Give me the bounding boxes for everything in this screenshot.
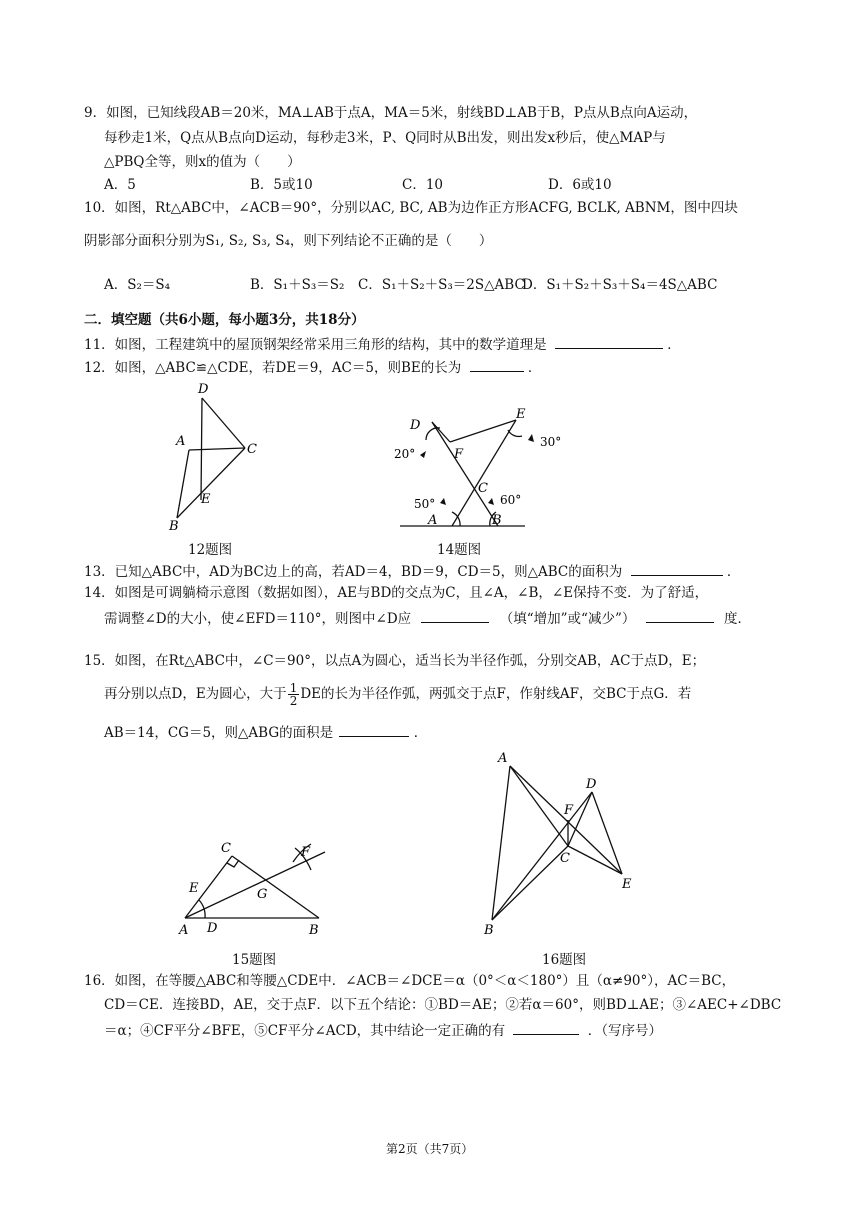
q14-text-a: 需调整∠D的大小，使∠EFD＝110°，则图中∠D应 bbox=[104, 611, 412, 627]
fig14-label-c: C bbox=[478, 481, 488, 496]
fig14-label-f: F bbox=[454, 447, 464, 462]
q15-line3 bbox=[104, 722, 427, 742]
fig15-label-g: G bbox=[257, 887, 268, 902]
q10-line2: 阴影部分面积分别为S₁, S₂, S₃, S₄，则下列结论不正确的是（ ） bbox=[84, 233, 493, 249]
q15-frac-den: 2 bbox=[289, 694, 298, 708]
q11-end: ． bbox=[667, 337, 681, 353]
q10-option-c: C．S₁＋S₂＋S₃＝2S△ABC bbox=[358, 277, 525, 293]
figure-15 bbox=[175, 836, 335, 942]
q13-line bbox=[84, 561, 740, 581]
fig16-label-b: B bbox=[484, 923, 494, 938]
q10-option-b: B．S₁＋S₃＝S₂ bbox=[250, 277, 345, 293]
q14-text-c: 度． bbox=[723, 611, 751, 627]
fig14-label-a: A bbox=[428, 513, 438, 528]
page-footer: 第2页（共7页） bbox=[386, 1142, 474, 1156]
q10-line1: 10．如图，Rt△ABC中，∠ACB＝90°，分别以AC, BC, AB为边作正方形ACFG, BCLK, ABNM，图中四块 bbox=[84, 200, 738, 216]
fig14-label-d: D bbox=[410, 418, 421, 433]
fig12-label-b: B bbox=[169, 519, 179, 534]
q16-text-a: ＝α；④CF平分∠BFE，⑤CF平分∠ACD，其中结论一定正确的有 bbox=[104, 1023, 506, 1039]
fig14-angle-60: 60° bbox=[500, 493, 522, 507]
fig12-label-d: D bbox=[198, 382, 209, 397]
fig12-label-e: E bbox=[201, 492, 211, 507]
section-title: 二．填空题（共6小题，每小题3分，共18分） bbox=[84, 312, 365, 328]
fig15-label-a: A bbox=[179, 923, 189, 938]
q15-fraction bbox=[288, 682, 300, 707]
q10-option-d: D．S₁＋S₂＋S₃＋S₄＝4S△ABC bbox=[522, 277, 718, 293]
fig16-label-e: E bbox=[622, 877, 632, 892]
q15-line2 bbox=[104, 682, 691, 707]
q15-line1: 15．如图，在Rt△ABC中，∠C＝90°，以点A为圆心，适当长为半径作弧，分别交AB，AC于点D，E； bbox=[84, 653, 706, 669]
q14-line2 bbox=[104, 608, 751, 628]
fig16-label-d: D bbox=[586, 777, 597, 792]
fig12-label-c: C bbox=[247, 442, 257, 457]
q13-end: ． bbox=[726, 564, 741, 580]
fig15-label-f: F bbox=[301, 845, 311, 860]
fig12-label-a: A bbox=[176, 434, 186, 449]
fig15-label-d: D bbox=[207, 921, 218, 936]
q14-blank-direction[interactable] bbox=[421, 608, 489, 623]
q9-line2: 每秒走1米，Q点从B点向D运动，每秒走3米，P、Q同时从B出发，则出发x秒后，使△MAP与 bbox=[104, 130, 666, 146]
fig15-label-b: B bbox=[309, 923, 319, 938]
fig12-caption: 12题图 bbox=[188, 542, 233, 558]
fig16-label-f: F bbox=[564, 803, 574, 818]
fig15-label-c: C bbox=[221, 841, 231, 856]
fig14-label-e: E bbox=[516, 407, 526, 422]
q11-answer-blank[interactable] bbox=[555, 334, 663, 349]
q16-text-b: ．（写序号） bbox=[587, 1023, 663, 1039]
q16-line3 bbox=[104, 1020, 662, 1040]
q12-answer-blank[interactable] bbox=[470, 357, 524, 372]
fig14-label-b: B bbox=[492, 513, 502, 528]
q13-answer-blank[interactable] bbox=[631, 561, 723, 576]
q11-text: 11．如图，工程建筑中的屋顶钢架经常采用三角形的结构，其中的数学道理是 bbox=[84, 337, 547, 353]
figure-14 bbox=[390, 400, 562, 530]
figure-12 bbox=[165, 378, 275, 538]
q10-option-a: A．S₂＝S₄ bbox=[104, 277, 171, 293]
q9-option-c: C．10 bbox=[402, 177, 444, 193]
q15-end: ． bbox=[413, 725, 428, 741]
q9-option-d: D．6或10 bbox=[548, 177, 612, 193]
q9-option-a: A．5 bbox=[104, 177, 136, 193]
q16-line1: 16．如图，在等腰△ABC和等腰△CDE中．∠ACB＝∠DCE＝α（0°＜α＜180°）且（α≠90°），AC＝BC， bbox=[84, 973, 736, 989]
fig14-angle-50: 50° bbox=[414, 497, 436, 511]
q12-end: ． bbox=[527, 360, 542, 376]
q15-text-b: DE的长为半径作弧，两弧交于点F，作射线AF，交BC于点G．若 bbox=[300, 686, 692, 702]
q12-text: 12．如图，△ABC≌△CDE，若DE＝9，AC＝5，则BE的长为 bbox=[84, 360, 462, 376]
fig15-label-e: E bbox=[189, 881, 199, 896]
q13-text: 13．已知△ABC中，AD为BC边上的高，若AD＝4，BD＝9，CD＝5，则△ABC的面积为 bbox=[84, 564, 623, 580]
q15-frac-num: 1 bbox=[289, 681, 298, 695]
q9-line3: △PBQ全等，则x的值为（ ） bbox=[104, 154, 301, 170]
fig15-caption: 15题图 bbox=[232, 952, 277, 968]
q9-line1: 9．如图，已知线段AB＝20米，MA⊥AB于点A，MA＝5米，射线BD⊥AB于B，P点从B点向A运动， bbox=[84, 105, 698, 121]
q14-blank-degree[interactable] bbox=[646, 608, 714, 623]
fig16-label-a: A bbox=[498, 751, 508, 766]
fig14-angle-30: 30° bbox=[540, 435, 562, 449]
q14-line1: 14．如图是可调躺椅示意图（数据如图），AE与BD的交点为C，且∠A，∠B，∠E保持不变．为了舒适， bbox=[84, 585, 709, 601]
q15-text-a: 再分别以点D，E为圆心，大于 bbox=[104, 686, 287, 702]
q12-line bbox=[84, 357, 541, 377]
q9-option-b: B．5或10 bbox=[250, 177, 313, 193]
fig16-label-c: C bbox=[560, 851, 570, 866]
q14-text-b: （填“增加”或“减少”） bbox=[499, 611, 636, 627]
q16-answer-blank[interactable] bbox=[513, 1020, 579, 1035]
fig16-caption: 16题图 bbox=[542, 952, 587, 968]
fig14-caption: 14题图 bbox=[437, 542, 482, 558]
figure-16 bbox=[482, 748, 642, 940]
q16-line2: CD＝CE．连接BD，AE，交于点F．以下五个结论：①BD＝AE；②若α＝60°，则BD⊥AE；③∠AEC+∠DBC bbox=[104, 997, 782, 1013]
fig14-angle-20: 20° bbox=[394, 447, 416, 461]
q11-line bbox=[84, 334, 681, 354]
q15-text-c: AB＝14，CG＝5，则△ABG的面积是 bbox=[104, 725, 334, 741]
q15-answer-blank[interactable] bbox=[339, 722, 409, 737]
